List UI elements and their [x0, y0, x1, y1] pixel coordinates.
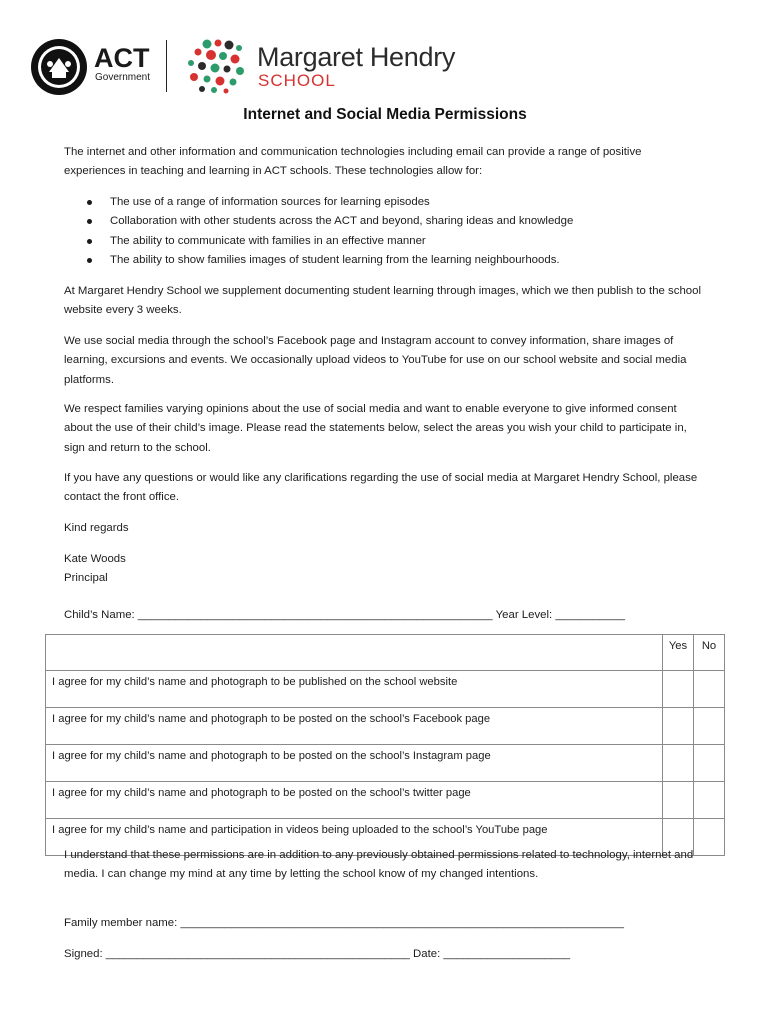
child-name-field[interactable]: Child’s Name: ________________________________________________________: [64, 609, 493, 621]
paragraph: I understand that these permissions are in addition to any previously obtained permissions related to technology, internet and media. I can change my mind at any time by letting the school know of my changed intentions.: [64, 849, 694, 881]
intro-section: [64, 143, 704, 182]
bullet-section: [64, 193, 704, 270]
list-item: Collaboration with other students across the ACT and beyond, sharing ideas and knowledge: [64, 212, 704, 231]
principal-name: Kate Woods: [64, 553, 126, 565]
permission-youtube: I agree for my child’s name and participation in videos being uploaded to the school’s YouTube page: [46, 819, 663, 856]
permission-instagram: I agree for my child’s name and photograph to be posted on the school’s Instagram page: [46, 745, 663, 782]
paragraph: At Margaret Hendry School we supplement documenting student learning through images, which we then publish to the school website every 3 weeks.: [64, 285, 701, 317]
page-title: Internet and Social Media Permissions: [243, 106, 527, 123]
permission-facebook: I agree for my child’s name and photograph to be posted on the school’s Facebook page: [46, 708, 663, 745]
list-item: The ability to communicate with families in an effective manner: [64, 232, 704, 251]
paragraph: We respect families varying opinions about the use of social media and want to enable everyone to give informed consent about the use of their child’s image. Please read the statements below, select the areas you wish your child to participate in, sign and return to the school.: [64, 403, 687, 454]
table-row: [46, 782, 725, 819]
permission-twitter: I agree for my child’s name and photograph to be posted on the school’s twitter page: [46, 782, 663, 819]
yes-checkbox-instagram[interactable]: [663, 745, 694, 782]
no-checkbox-instagram[interactable]: [694, 745, 725, 782]
no-checkbox-facebook[interactable]: [694, 708, 725, 745]
paragraph: We use social media through the school’s Facebook page and Instagram account to convey information, share images of learning, excursions and events. We occasionally upload videos to YouTube for use on our school website and social media platforms.: [64, 335, 687, 386]
logo-divider: [166, 40, 167, 92]
no-checkbox-website[interactable]: [694, 671, 725, 708]
school-dots-logo-icon: [185, 38, 249, 94]
principal-role: Principal: [64, 572, 108, 584]
yes-checkbox-twitter[interactable]: [663, 782, 694, 819]
closing-statement: [64, 846, 704, 885]
paragraph: If you have any questions or would like any clarifications regarding the use of social media at Margaret Hendry School, please contact the front office.: [64, 472, 698, 504]
signature-line: [64, 945, 704, 964]
child-details-line: [64, 606, 704, 625]
school-logo-subtitle: SCHOOL: [258, 71, 336, 90]
yes-checkbox-website[interactable]: [663, 671, 694, 708]
signature-field[interactable]: Signed: ________________________________________________: [64, 948, 410, 960]
act-logo-text: ACT: [94, 43, 150, 73]
intro-paragraph: The internet and other information and communication technologies including email can provide a range of positive experiences in teaching and learning in ACT schools. These technologies allow for:: [64, 146, 642, 178]
family-member-name-field[interactable]: Family member name: ______________________________________________________________________: [64, 917, 624, 929]
year-level-field[interactable]: Year Level: ___________: [495, 609, 626, 621]
paragraph-consent: [64, 400, 704, 458]
no-checkbox-twitter[interactable]: [694, 782, 725, 819]
list-item: The ability to show families images of student learning from the learning neighbourhoods.: [64, 251, 704, 270]
act-seal-icon: [30, 38, 88, 96]
table-row: [46, 708, 725, 745]
school-logo: [185, 38, 475, 98]
no-column-header: No: [694, 635, 725, 671]
technology-benefits-list: [64, 193, 704, 270]
permissions-table: [45, 634, 725, 856]
paragraph-social-media: [64, 332, 704, 390]
school-logo-name: Margaret Hendry: [257, 42, 456, 72]
yes-checkbox-facebook[interactable]: [663, 708, 694, 745]
paragraph-questions: [64, 469, 704, 508]
table-row: [46, 745, 725, 782]
act-logo-subtitle: Government: [95, 72, 151, 83]
act-government-logo: [30, 38, 150, 96]
kind-regards: Kind regards: [64, 522, 129, 534]
table-row: [46, 671, 725, 708]
paragraph-images: [64, 282, 704, 321]
table-header-row: [46, 635, 725, 671]
date-field[interactable]: Date: ____________________: [413, 948, 571, 960]
list-item: The use of a range of information sources for learning episodes: [64, 193, 704, 212]
permission-website: I agree for my child’s name and photograph to be published on the school website: [46, 671, 663, 708]
header-blank-cell: [46, 635, 663, 671]
yes-column-header: Yes: [663, 635, 694, 671]
